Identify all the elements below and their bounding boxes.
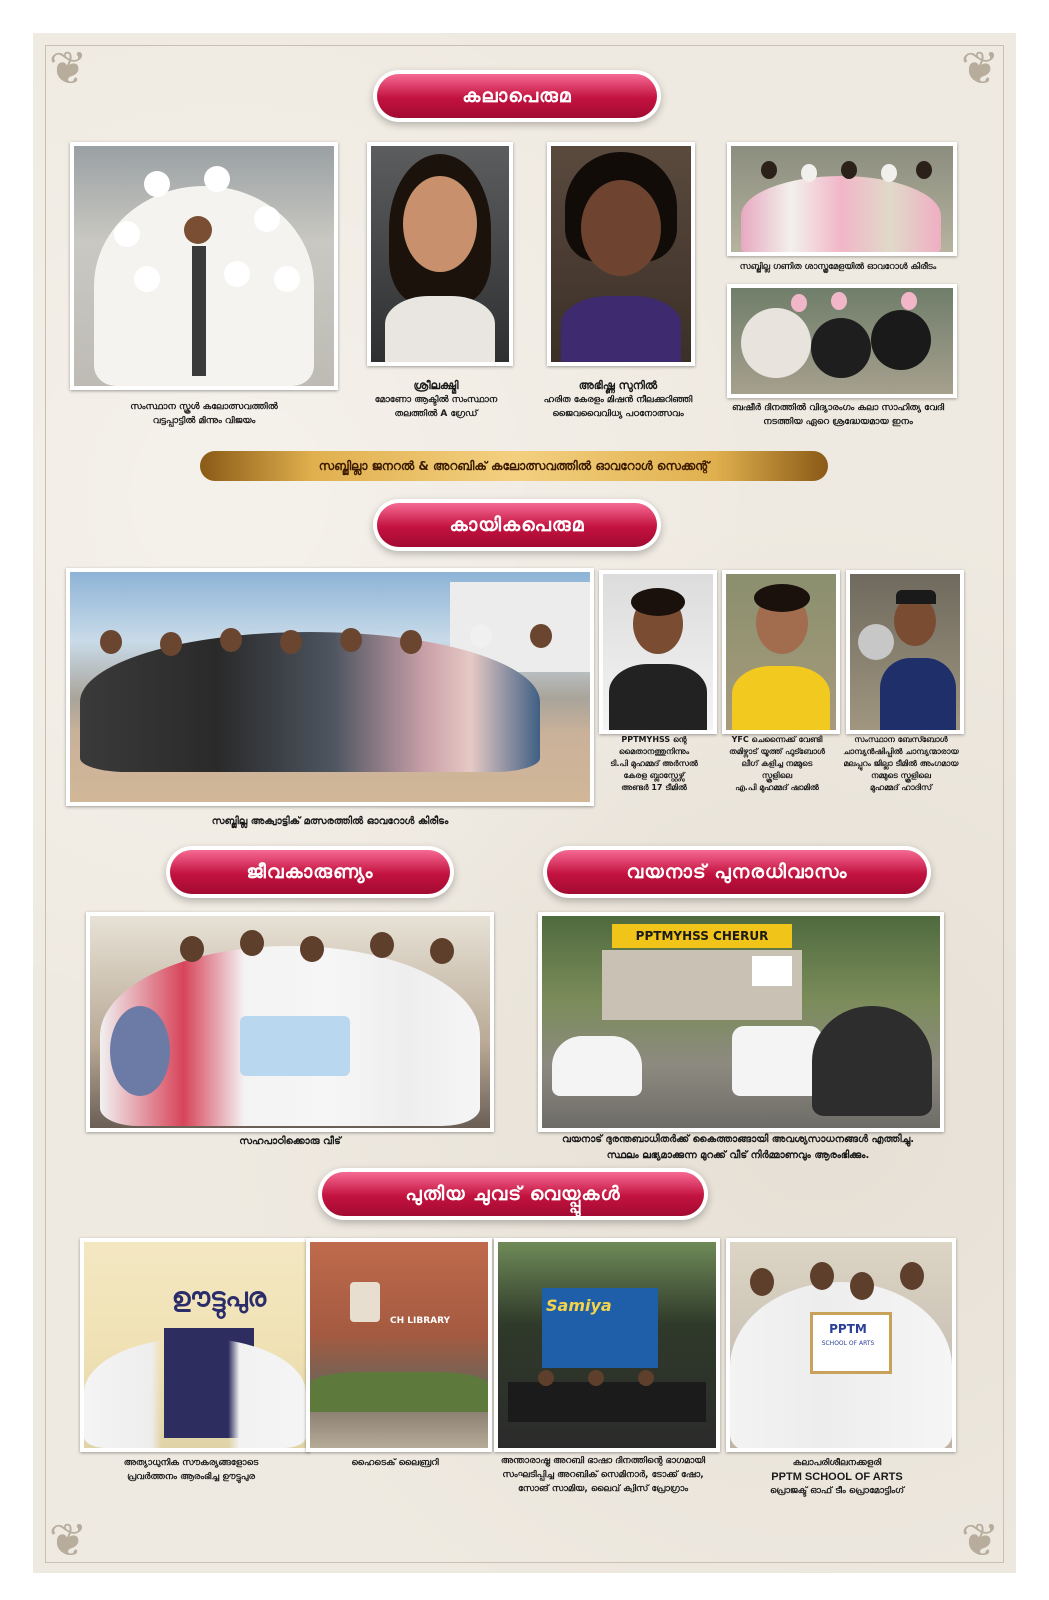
caption-oottupura: അത്യാധുനിക സൗകര്യങ്ങളോടെ പ്രവർത്തനം ആരംഭിച്ച ഊട്ടുപുര: [123, 1458, 259, 1482]
samiya-banner-text: Samiya: [546, 1296, 612, 1315]
overall-second-banner: സബ്ജില്ലാ ജനറൽ & അറബിക് കലോത്സവത്തിൽ ഓവറോൾ സെക്കന്റ്: [200, 451, 828, 481]
corner-ornament-icon: ❦: [48, 1513, 88, 1567]
corner-ornament-icon: ❦: [48, 41, 88, 95]
photo-shamil: [722, 570, 840, 734]
photo-sreelakshmi: [367, 142, 513, 366]
photo-library: [306, 1238, 492, 1452]
photo-wayanad-relief: [538, 912, 944, 1132]
caption-hadis: സംസ്ഥാന ബേസ്ബോൾ ചാമ്പ്യൻഷിപ്പിൽ ചാമ്പ്യന്മാരായ മലപ്പുറം ജില്ലാ ടീമിൽ അംഗമായ നമ്മുടെ സ്കൂളിലെ മുഹമ്മദ് ഹാദിസ്: [843, 735, 959, 792]
caption-wayanad-relief: വയനാട് ദുരന്തബാധിതർക്ക് കൈത്താങ്ങായി അവശ്യസാധനങ്ങൾ എത്തിച്ചു. സ്ഥലം ലഭ്യമാക്കുന്ന മുറക്ക് വീട് നിർമ്മാണവും ആരംഭിക്കും.: [561, 1134, 915, 1161]
caption-arsal: PPTMYHSS ന്റെ മൈതാനത്തുനിന്നും ടി.പി മുഹമ്മദ് അർസൽ കേരള ബ്ലാസ്റ്റേഴ്സ് അണ്ടർ 17 ടീമിൽ: [610, 735, 698, 792]
caption-maths-fair: സബ്ജില്ല ഗണിത ശാസ്ത്രമേളയിൽ ഓവറോൾ കിരീടം: [739, 262, 937, 272]
caption-library: ഹൈടെക് ലൈബ്രറി: [351, 1458, 439, 1468]
caption-school-of-arts: കലാപരിശീലനക്കളരി PPTM SCHOOL OF ARTS പ്രൊജക്ട് ഓഫ് ടീം പ്രൊമോട്ടിംഗ്: [769, 1458, 904, 1496]
photo-maths-fair-group: [727, 142, 957, 256]
photo-hadis: [846, 570, 964, 734]
section-title-wayanad: വയനാട് പുനരധിവാസം: [547, 850, 927, 894]
section-title-kayika: കായികപെരുമ: [377, 503, 657, 547]
photo-home-for-classmate: [86, 912, 494, 1132]
corner-ornament-icon: ❦: [960, 1513, 1000, 1567]
photo-basheer-day: [727, 284, 957, 398]
photo-school-of-arts: [726, 1238, 956, 1452]
section-title-puthiya: പുതിയ ചുവട് വെയ്പ്പുകൾ: [322, 1172, 704, 1216]
caption-shamil: YFC ചെന്നൈക്ക് വേണ്ടി തമിഴ്നാട് യൂത്ത് ഫുട്ബോൾ ലീഗ് കളിച്ച നമ്മുടെ സ്കൂളിലെ എ.പി മുഹമ്മദ് ഷാമിൽ: [729, 735, 825, 792]
photo-aquatic-group: [66, 568, 594, 806]
pptm-logo-subtext: SCHOOL OF ARTS: [821, 1340, 875, 1347]
section-title-jeeva: ജീവകാരുണ്യം: [170, 850, 450, 894]
caption-aquatic: സബ്ജില്ല അക്വാട്ടിക് മത്സരത്തിൽ ഓവറോൾ കിരീടം: [211, 816, 449, 827]
school-sign-text: PPTMYHSS CHERUR: [635, 929, 769, 943]
photo-arsal: [599, 570, 717, 734]
caption-home-for-classmate: സഹപാഠിക്കൊരു വീട്: [239, 1136, 341, 1147]
caption-vattappattu: സംസ്ഥാന സ്കൂൾ കലോത്സവത്തിൽ വട്ടപ്പാട്ടിൽ മിന്നും വിജയം: [130, 402, 278, 426]
photo-vattappattu-group: [70, 142, 338, 390]
caption-basheer-day: ബഷീർ ദിനത്തിൽ വിദ്യാരംഗം കലാ സാഹിത്യ വേദി നടത്തിയ ഏറെ ശ്രദ്ധേയമായ ഇനം: [731, 403, 945, 427]
photo-arabic-seminar: [494, 1238, 720, 1452]
corner-ornament-icon: ❦: [960, 41, 1000, 95]
library-sign-text: CH LIBRARY: [390, 1316, 451, 1326]
section-title-kala: കലാപെരുമ: [377, 74, 657, 118]
photo-abhishna-sunil: [547, 142, 695, 366]
photo-oottupura: [80, 1238, 310, 1452]
caption-sreelakshmi: ശ്രീലക്ഷ്മി മോണോ ആക്ടിൽ സംസ്ഥാന തലത്തിൽ A ഗ്രേഡ്: [374, 379, 498, 419]
caption-abhishna: അഭിഷ്ണ സുനിൽ ഹരിത കേരളം മിഷൻ നീലക്കുറിഞ്ഞി ജൈവവൈവിധ്യ പഠനോത്സവം: [543, 379, 693, 419]
caption-arabic-seminar: അന്താരാഷ്ട്ര അറബി ഭാഷാ ദിനത്തിന്റെ ഭാഗമായി സംഘടിപ്പിച്ച അറബിക് സെമിനാർ, ടോക്ക് ഷോ, സോങ് സാമിയ, ലൈവ് ക്വിസ് പ്രോഗ്രാം: [500, 1456, 706, 1494]
oottupura-sign-text: ഊട്ടുപുര: [171, 1283, 267, 1313]
pptm-logo-text: PPTM: [829, 1322, 867, 1336]
